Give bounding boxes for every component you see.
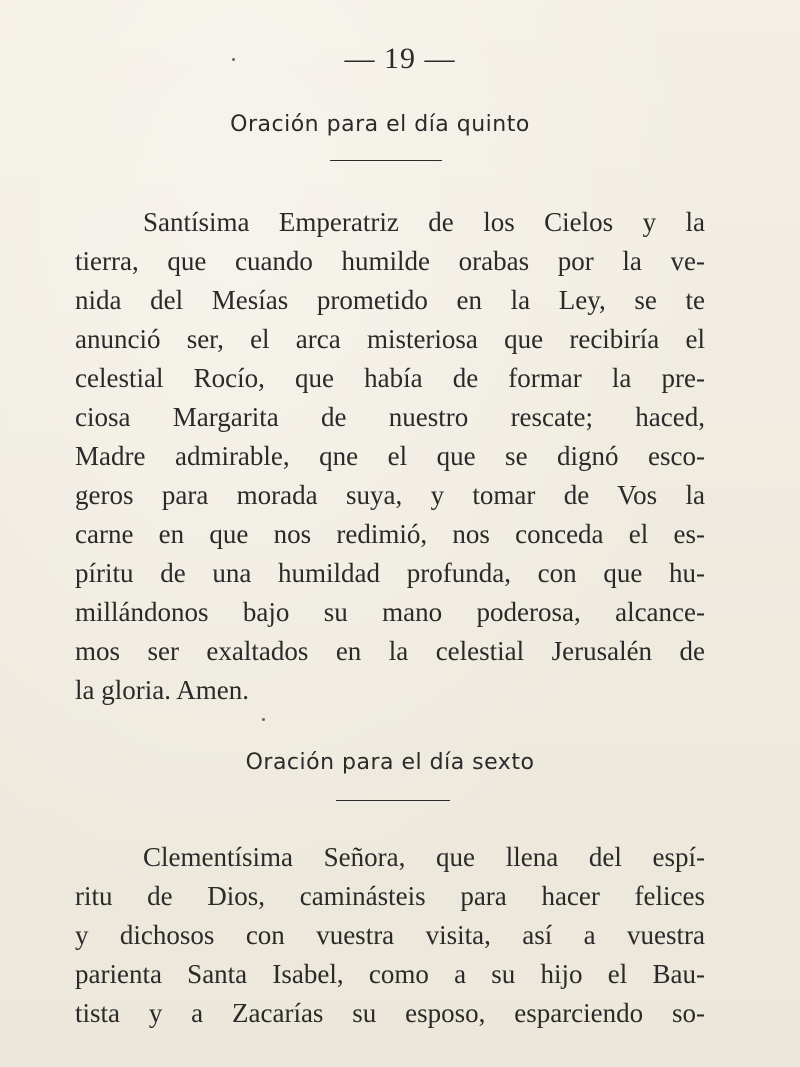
paper-speck (232, 58, 235, 61)
text-line: píritu de una humildad profunda, con que hu- (75, 558, 705, 588)
text-line: Santísima Emperatriz de los Cielos y la (143, 207, 705, 237)
text-line: Madre admirable, qne el que se dignó esco- (75, 441, 705, 471)
text-line: y dichosos con vuestra visita, así a vuestra (75, 920, 705, 950)
heading-rule (330, 160, 442, 161)
section-heading: Oración para el día quinto (230, 112, 530, 137)
text-line: Clementísima Señora, que llena del espí- (143, 842, 705, 872)
text-line: anunció ser, el arca misteriosa que recibiría el (75, 324, 705, 354)
text-line: tierra, que cuando humilde orabas por la ve- (75, 246, 705, 276)
text-line: celestial Rocío, que había de formar la pre- (75, 363, 705, 393)
text-line: ciosa Margarita de nuestro rescate; haced, (75, 402, 705, 432)
text-line: nida del Mesías prometido en la Ley, se te (75, 285, 705, 315)
page-number: — 19 — (344, 42, 456, 75)
section-heading: Oración para el día sexto (245, 750, 535, 775)
text-line: la gloria. Amen. (75, 675, 249, 705)
prayer-text (75, 838, 705, 1033)
text-line: ritu de Dios, caminásteis para hacer felices (75, 881, 705, 911)
text-line: carne en que nos redimió, nos conceda el es- (75, 519, 705, 549)
text-line: geros para morada suya, y tomar de Vos la (75, 480, 705, 510)
text-line: tista y a Zacarías su esposo, esparciendo so- (75, 998, 705, 1028)
text-line: millándonos bajo su mano poderosa, alcance- (75, 597, 705, 627)
text-line: mos ser exaltados en la celestial Jerusalén de (75, 636, 705, 666)
text-line: parienta Santa Isabel, como a su hijo el Bau- (75, 959, 705, 989)
paper-speck (262, 718, 265, 721)
prayer-text (75, 203, 705, 710)
heading-rule (336, 800, 450, 801)
